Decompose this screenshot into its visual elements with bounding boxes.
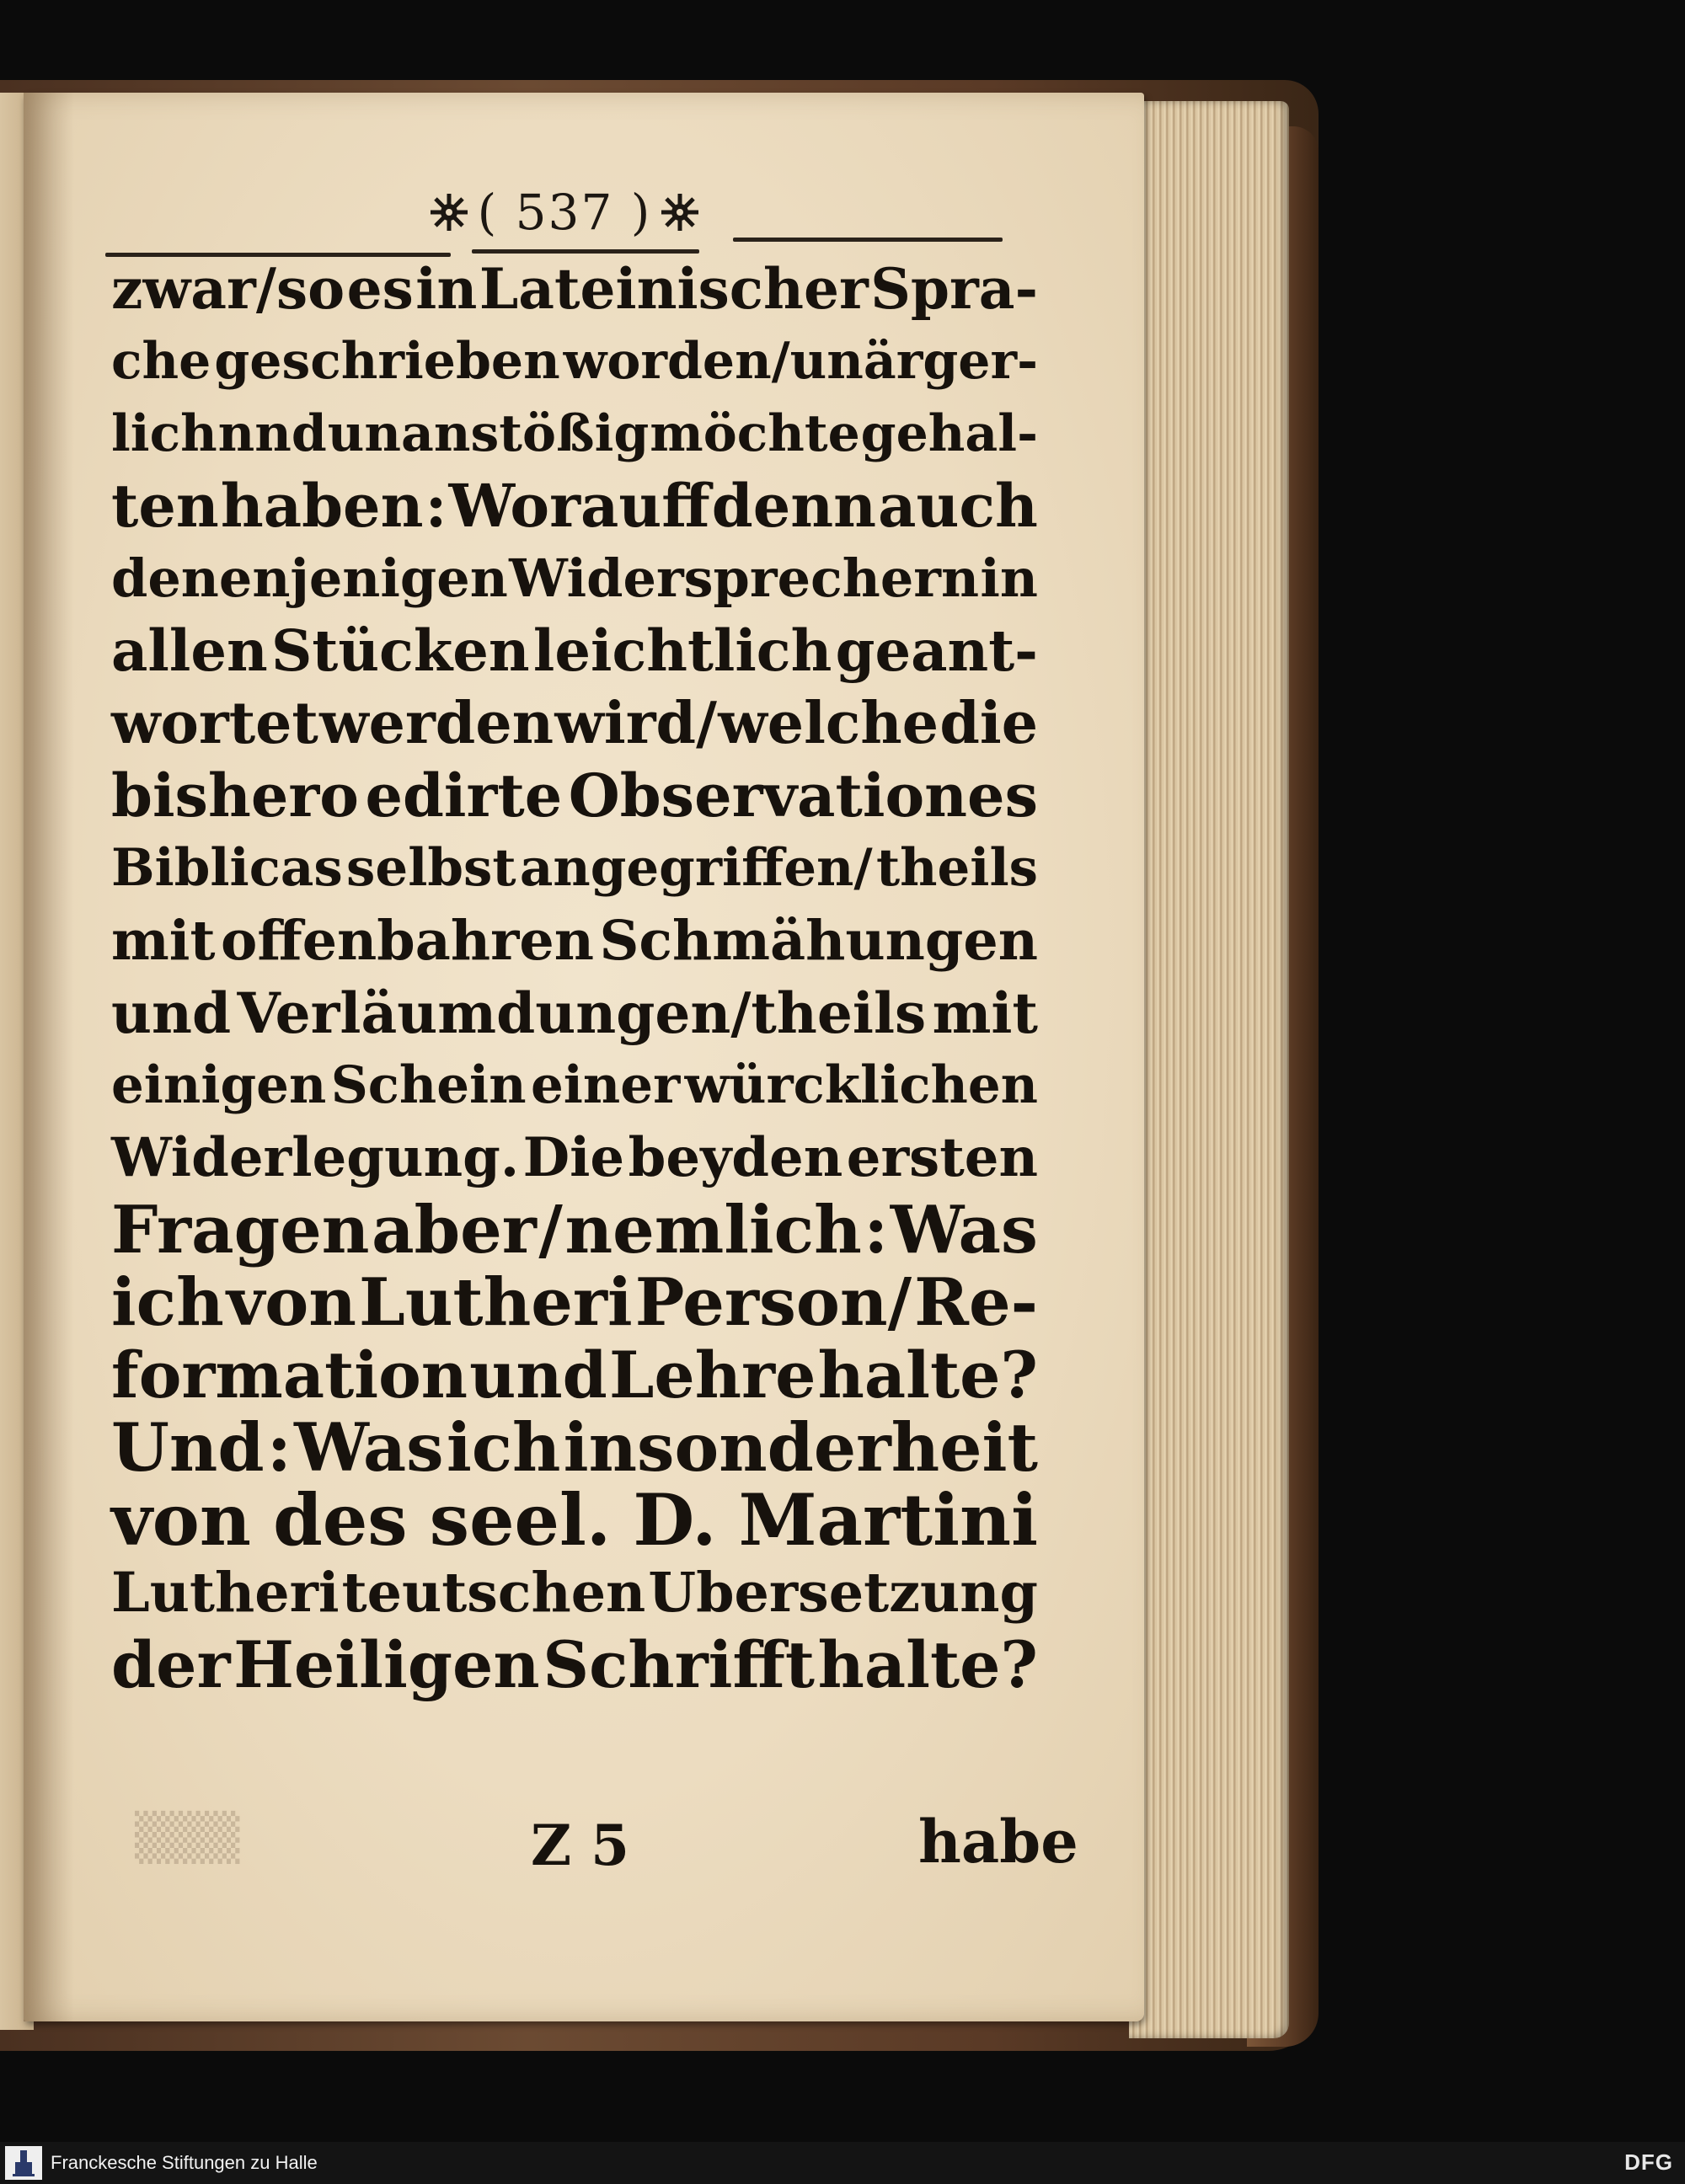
bottom-bar [0, 2142, 1685, 2184]
text-line: Und : Was ich insonderheit [111, 1408, 1038, 1487]
page-number: ( 537 ) [477, 184, 652, 241]
text-line: mit offenbahren Schmähungen [111, 909, 1038, 973]
text-line: einigen Schein einer würcklichen [111, 1055, 1038, 1115]
ornament-right-icon [658, 190, 702, 234]
ornament-left-icon [427, 190, 471, 234]
text-line: ich von Lutheri Person/ Re- [111, 1264, 1038, 1341]
gutter-shadow [24, 93, 74, 2021]
text-line: Widerlegung. Die beyden ersten [111, 1126, 1038, 1189]
dfg-logo: DFG [1624, 2149, 1673, 2175]
signature-mark: Z 5 [531, 1813, 630, 1878]
text-line: lich nnd unanstößig möchte gehal- [111, 404, 1038, 463]
text-line: und Verläumdungen/theils mit [111, 980, 1038, 1046]
text-line: formation und Lehre halte? [111, 1338, 1038, 1412]
page-block-edges [1129, 101, 1289, 2038]
text-line: zwar/so es in Lateinischer Spra- [111, 256, 1038, 322]
header-rule-right [733, 238, 1003, 242]
bleed-through-mark: ▒▒▒ [135, 1811, 240, 1864]
page-text [111, 253, 1038, 1701]
text-line: Lutheri teutschen Ubersetzung [111, 1561, 1038, 1625]
text-line: ten haben : Worauff denn auch [111, 471, 1038, 541]
text-line: che geschrieben worden/unärger- [111, 332, 1038, 391]
text-line: der Heiligen Schrifft halte? [111, 1627, 1038, 1702]
page-header [404, 179, 725, 246]
text-line: Biblicas selbst angegriffen/ theils [111, 838, 1038, 898]
text-line: allen Stücken leichtlich geant- [111, 617, 1038, 684]
text-line: wortet werden wird/ welche die [111, 690, 1038, 757]
text-line: bishero edirte Observationes [111, 761, 1038, 830]
institution-logo-icon [5, 2146, 42, 2180]
text-line: Fragen aber / nemlich : Was [111, 1192, 1038, 1268]
institution-name: Franckesche Stiftungen zu Halle [51, 2152, 318, 2173]
catchword: habe [918, 1807, 1078, 1877]
text-line: denenjenigen Widersprechern in [111, 547, 1038, 609]
text-line: von des seel. D. Martini [111, 1478, 1038, 1562]
